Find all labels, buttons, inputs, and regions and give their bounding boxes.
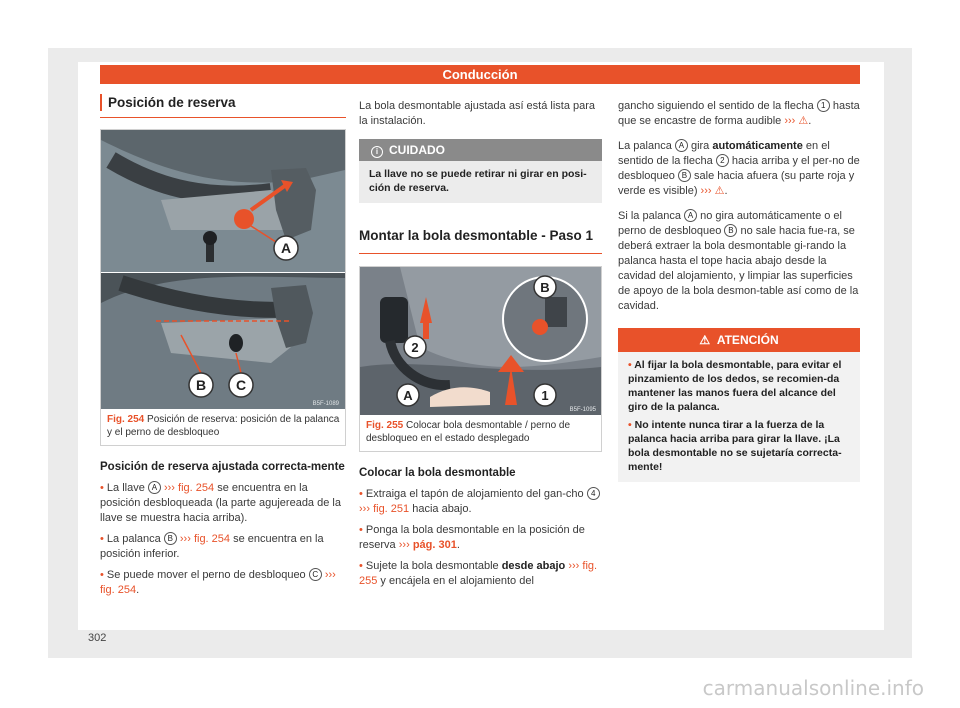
figure-label-a: A	[403, 388, 413, 403]
bullet-item: • Sujete la bola desmontable desde abajo ››› fig. 255 y encájela en el alojamiento del	[359, 560, 598, 587]
figure-image	[360, 267, 601, 415]
column-2	[359, 94, 602, 589]
figure-number: Fig. 255	[366, 420, 404, 431]
figure-code: B5F-1095	[569, 407, 596, 413]
warning-body	[618, 352, 860, 482]
badge-4: 4	[587, 487, 600, 500]
badge-b: B	[164, 532, 177, 545]
warning-header: ⚠ ATENCIÓN	[618, 328, 860, 352]
page-number: 302	[88, 632, 107, 644]
page-ref-link[interactable]: pág. 301	[412, 539, 457, 551]
badge-b: B	[724, 224, 737, 237]
divider	[100, 117, 346, 118]
subheading: Colocar la bola desmontable	[359, 467, 516, 479]
towbar-illustration-top	[101, 130, 345, 272]
figure-254	[100, 129, 346, 446]
badge-2: 2	[716, 154, 729, 167]
badge-b: B	[678, 169, 691, 182]
column-1	[100, 94, 346, 598]
intro-text: La bola desmontable ajustada así está lista para la instalación.	[359, 100, 596, 127]
fig-ref-link[interactable]: fig. 251	[373, 503, 410, 515]
figure-number: Fig. 254	[107, 414, 145, 425]
figure-label-1: 1	[541, 388, 549, 403]
figure-label-a: A	[280, 240, 292, 256]
bullet-item: • La palanca B ››› fig. 254 se encuentra en la posición inferior.	[100, 533, 324, 560]
subheading: Posición de reserva ajustada correcta-mente	[100, 461, 345, 473]
warning-icon: ⚠	[798, 115, 809, 127]
paragraph: La palanca A gira automáticamente en el sentido de la flecha 2 hacia arriba y el per-no de desbloqueo B sale hacia afuera (su parte roja y verde es visible) ››› ⚠.	[618, 140, 860, 197]
warning-icon: ⚠	[699, 333, 711, 347]
badge-a: A	[148, 481, 161, 494]
badge-c: C	[309, 568, 322, 581]
bullet-item: • La llave A ››› fig. 254 se encuentra en la posición desbloqueada (la parte agujereada de la llave se muestra hacia arriba).	[100, 482, 341, 524]
figure-image-bottom	[101, 272, 345, 409]
fig-ref-link[interactable]: fig. 254	[178, 482, 215, 494]
figure-code: B5F-1089	[312, 401, 339, 407]
figure-caption-text: Posición de reserva: posición de la palanca y el perno de desbloqueo	[107, 414, 340, 438]
watermark: carmanualsonline.info	[702, 676, 924, 700]
section-title: Posición de reserva	[100, 94, 346, 111]
badge-1: 1	[817, 99, 830, 112]
figure-label-c: C	[235, 377, 247, 393]
towball-install-illustration	[360, 267, 601, 415]
column-3	[618, 94, 860, 482]
figure-label-b: B	[195, 377, 207, 393]
badge-a: A	[684, 209, 697, 222]
warning-item: • Al fijar la bola desmontable, para evitar el pinzamiento de los dedos, se recomien-da mantener las manos fuera del alcance del giro de la palanca.	[628, 359, 842, 413]
bullet-item: • Ponga la bola desmontable en la posición de reserva ››› pág. 301.	[359, 524, 585, 551]
figure-caption	[101, 409, 345, 445]
warning-icon: ⚠	[714, 185, 725, 197]
badge-a: A	[675, 139, 688, 152]
fig-ref-link[interactable]: fig. 254	[100, 584, 137, 596]
figure-image-top	[101, 130, 345, 272]
figure-caption-text: Colocar bola desmontable / perno de desbloqueo en el estado desplegado	[366, 420, 571, 444]
towbar-illustration-bottom	[101, 273, 345, 409]
section-title: Montar la bola desmontable - Paso 1	[359, 227, 602, 254]
paragraph: Si la palanca A no gira automáticamente o el perno de desbloqueo B no sale hacia fue-ra, se deberá extraer la bola desmontable gi-rando la palanca hasta el tope hacia abajo desde la cavidad del alojamiento, y limpiar las superficies de apoyo de la bola desmon-table así como de la cavidad.	[618, 210, 859, 312]
caution-header: i CUIDADO	[359, 139, 602, 161]
info-icon: i	[371, 146, 383, 158]
fig-ref-link[interactable]: fig. 255	[359, 560, 598, 587]
chapter-header: Conducción	[100, 65, 860, 84]
bullet-item: • Extraiga el tapón de alojamiento del gan-cho 4 ››› fig. 251 hacia abajo.	[359, 487, 602, 517]
figure-caption	[360, 415, 601, 451]
figure-255	[359, 266, 602, 452]
caution-text: La llave no se puede retirar ni girar en posi-ción de reserva.	[369, 168, 587, 194]
fig-ref-link[interactable]: fig. 254	[193, 533, 231, 545]
warning-box	[618, 328, 860, 482]
warning-item: • No intente nunca tirar a la fuerza de la palanca hacia arriba para girar la llave. ¡La bola desmontable no se sujetaría correcta-mente!	[628, 419, 842, 473]
paragraph: gancho siguiendo el sentido de la flecha 1 hasta que se encastre de forma audible ››› ⚠.	[618, 100, 860, 127]
figure-label-2: 2	[411, 340, 419, 355]
bullet-item: • Se puede mover el perno de desbloqueo C ››› fig. 254.	[100, 569, 336, 596]
caution-box	[359, 139, 602, 203]
figure-label-b: B	[540, 280, 550, 295]
